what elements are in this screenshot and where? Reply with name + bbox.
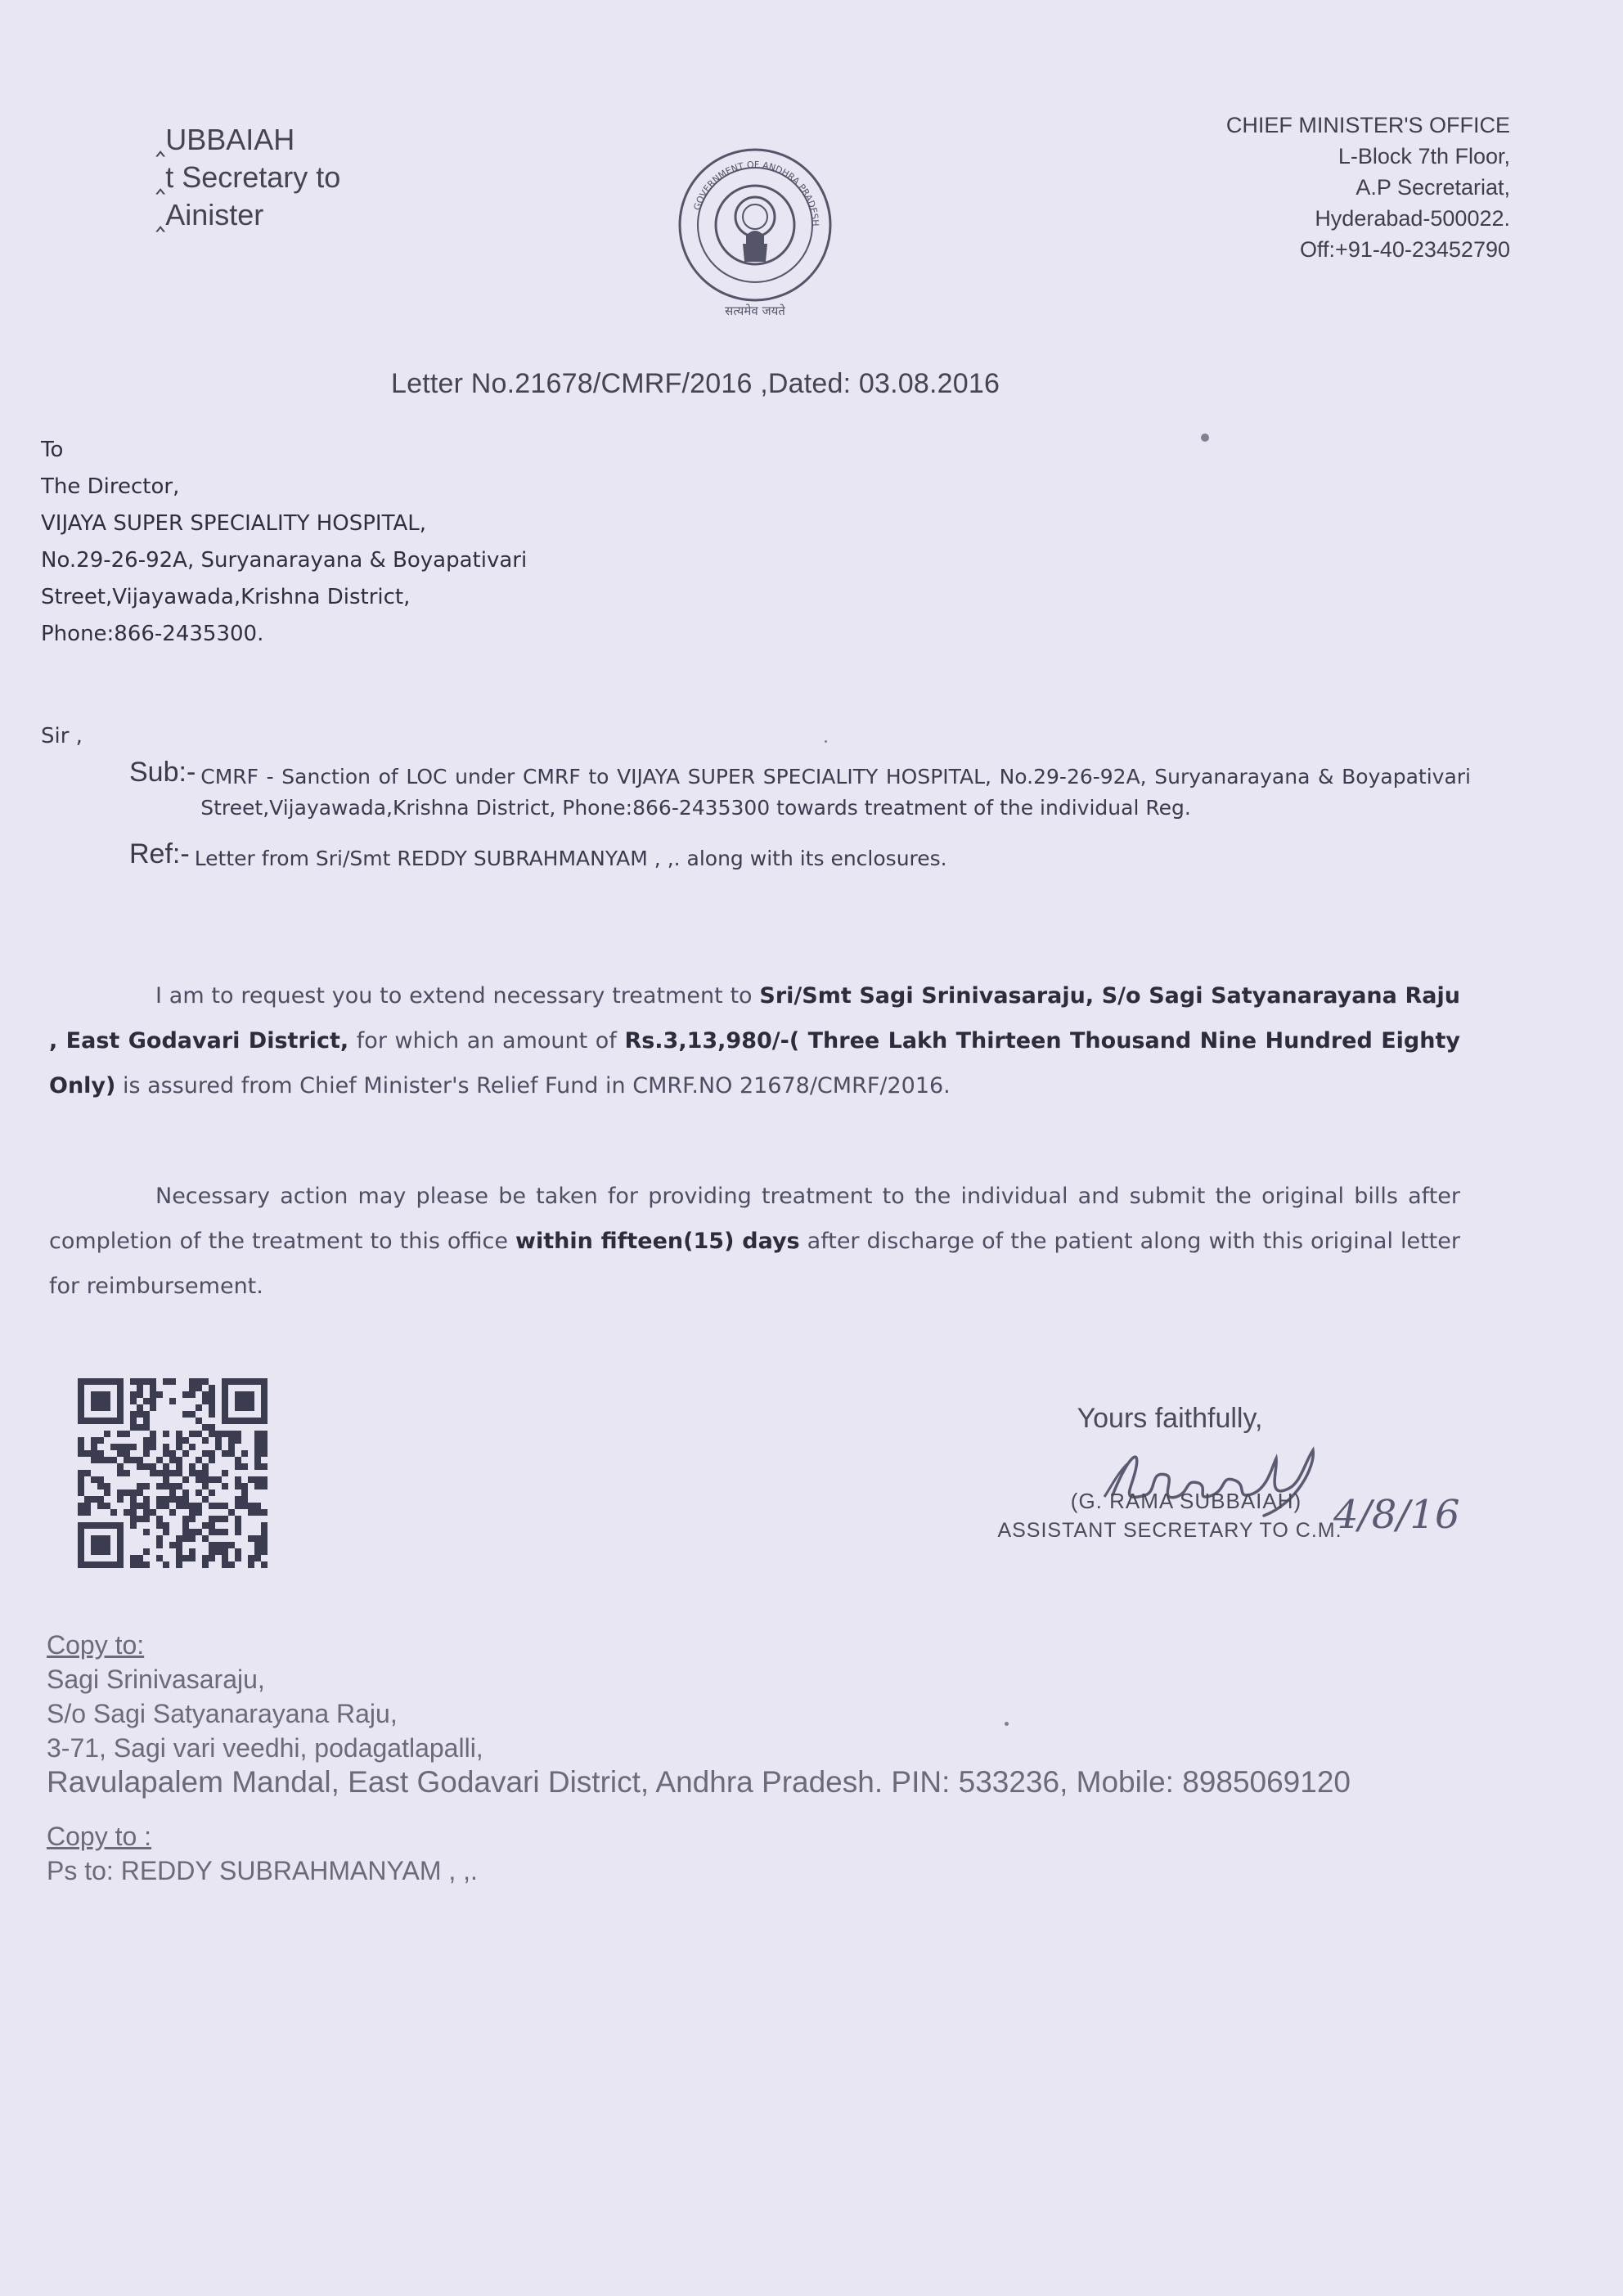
scan-speck bbox=[1005, 1722, 1009, 1726]
body-paragraph-2 bbox=[49, 1174, 1460, 1309]
body-text: after discharge of the patient along with this original letter for reimbursement. bbox=[49, 1229, 1460, 1299]
signatory-name: (G. RAMA SUBBAIAH) bbox=[1070, 1489, 1302, 1513]
sender-name: ‸UBBAIAH bbox=[155, 123, 295, 156]
subject-text: CMRF - Sanction of LOC under CMRF to VIJAYA SUPER SPECIALITY HOSPITAL, No.29-26-92A, Suryanarayana & Boyapativari Street,Vijayawada,Krishna District, Phone:866-2435300 towards treatment of the individual Reg. bbox=[200, 765, 1471, 820]
body-text: Necessary action may please be taken for providing treatment to the individual and submit the original bills after completion of the treatment to this office bbox=[49, 1184, 1460, 1254]
body-text: I am to request you to extend necessary treatment to bbox=[155, 983, 760, 1009]
copy-to-label-2: Copy to : bbox=[47, 1822, 152, 1851]
closing: Yours faithfully, bbox=[1077, 1403, 1263, 1434]
copy-to-block bbox=[47, 1628, 1560, 1888]
copy-recipient-line: S/o Sagi Satyanarayana Raju, bbox=[47, 1699, 398, 1728]
addressee-hospital: VIJAYA SUPER SPECIALITY HOSPITAL, bbox=[41, 511, 426, 536]
office-line: Hyderabad-500022. bbox=[1315, 206, 1510, 231]
body-text: for which an amount of bbox=[348, 1028, 625, 1054]
scan-speck bbox=[1201, 434, 1209, 442]
office-name: CHIEF MINISTER'S OFFICE bbox=[1225, 113, 1510, 137]
office-address bbox=[1226, 110, 1510, 265]
letter-number: Letter No.21678/CMRF/2016 ,Dated: 03.08.2016 bbox=[391, 368, 1000, 399]
patient-name: Sri/Smt Sagi Srinivasaraju, S/o Sagi Satyanarayana Raju , East Godavari District, bbox=[49, 983, 1460, 1054]
seal-icon bbox=[661, 147, 849, 323]
qr-code-icon bbox=[78, 1378, 268, 1568]
reference-text: Letter from Sri/Smt REDDY SUBRAHMANYAM , ,. along with its enclosures. bbox=[194, 847, 947, 870]
signatory-designation: ASSISTANT SECRETARY TO C.M. bbox=[997, 1519, 1342, 1542]
body-paragraph-1 bbox=[49, 973, 1460, 1108]
salutation: Sir , bbox=[41, 724, 83, 748]
copy-recipient-line: Sagi Srinivasaraju, bbox=[47, 1665, 265, 1694]
body-text: is assured from Chief Minister's Relief Fund in CMRF.NO 21678/CMRF/2016. bbox=[115, 1073, 951, 1099]
emblem-motto: सत्यमेव जयते bbox=[725, 303, 785, 318]
office-line: A.P Secretariat, bbox=[1355, 175, 1510, 200]
addressee-title: The Director, bbox=[41, 474, 180, 499]
copy-recipient-line: 3-71, Sagi vari veedhi, podagatlapalli, bbox=[47, 1733, 483, 1763]
deadline-text: within fifteen(15) days bbox=[515, 1229, 800, 1254]
sender-designation-2: ‸Ainister bbox=[155, 198, 264, 231]
scan-speck bbox=[825, 740, 827, 743]
emblem-ring-text: GOVERNMENT OF ANDHRA PRADESH bbox=[691, 159, 821, 227]
office-phone: Off:+91-40-23452790 bbox=[1300, 237, 1510, 262]
office-line: L-Block 7th Floor, bbox=[1338, 144, 1510, 168]
subject-row bbox=[129, 757, 1471, 824]
sanctioned-amount: Rs.3,13,980/-( Three Lakh Thirteen Thousand Nine Hundred Eighty Only) bbox=[49, 1028, 1460, 1099]
copy-ps-line: Ps to: REDDY SUBRAHMANYAM , ,. bbox=[47, 1856, 478, 1885]
reference-label: Ref:- bbox=[129, 838, 190, 869]
signature-block bbox=[949, 1403, 1460, 1543]
subject-block bbox=[129, 757, 1471, 874]
handwritten-date: 4/8/16 bbox=[1333, 1492, 1460, 1538]
to-label: To bbox=[41, 438, 64, 462]
subject-label: Sub:- bbox=[129, 757, 196, 788]
sender-designation: ‸t Secretary to bbox=[155, 160, 341, 194]
sender-block bbox=[155, 121, 340, 234]
addressee-block bbox=[41, 432, 564, 653]
reference-row bbox=[129, 838, 1471, 874]
qr-code bbox=[78, 1378, 268, 1568]
copy-recipient-line: Ravulapalem Mandal, East Godavari District, Andhra Pradesh. PIN: 533236, Mobile: 8985069120 bbox=[47, 1765, 1351, 1799]
copy-to-label: Copy to: bbox=[47, 1630, 145, 1660]
addressee-address: No.29-26-92A, Suryanarayana & Boyapativari Street,Vijayawada,Krishna District, Phone:866-2435300. bbox=[41, 548, 528, 646]
government-emblem bbox=[661, 147, 849, 323]
